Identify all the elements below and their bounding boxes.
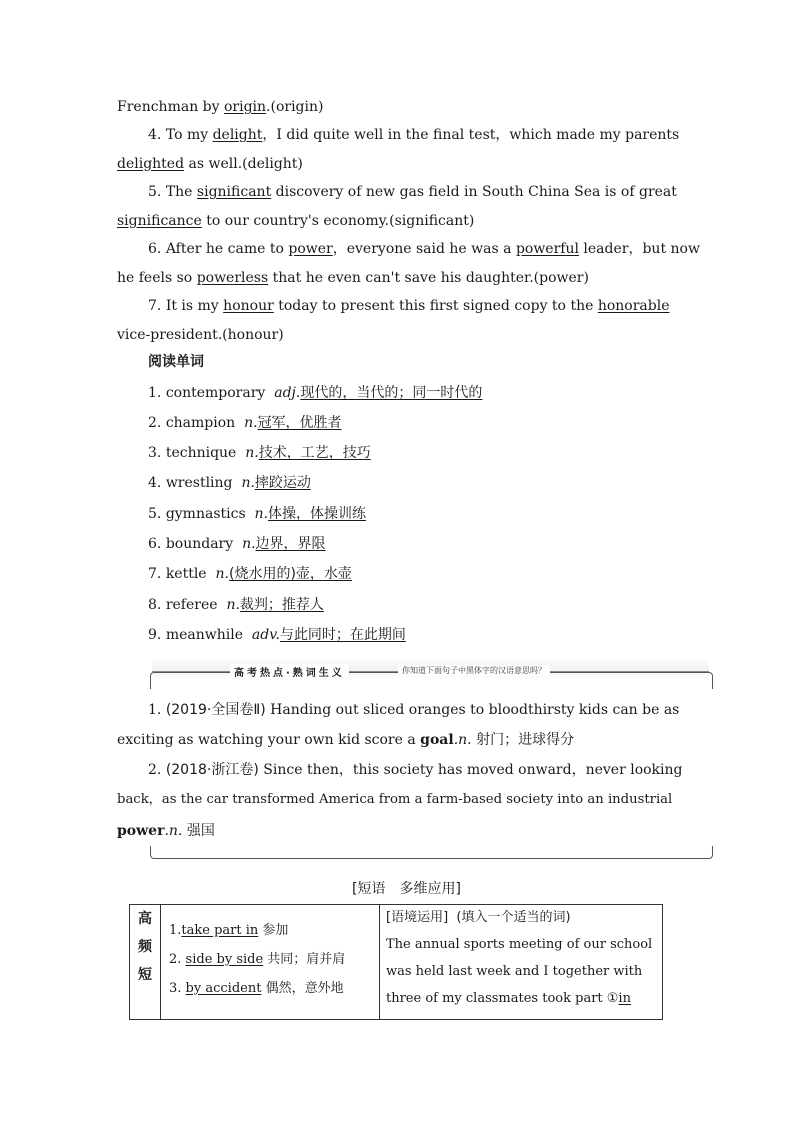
- item-number: 4.: [148, 475, 162, 491]
- source-tag: (2018·浙江卷): [165, 762, 259, 778]
- phrase: take part in: [181, 923, 259, 938]
- part-of-speech: n.: [242, 536, 256, 552]
- list-item: [148, 443, 371, 463]
- context-heading-row: [380, 905, 662, 931]
- text: leader，but now: [578, 241, 700, 257]
- word: champion: [165, 415, 236, 431]
- item-number: 1.: [148, 702, 162, 718]
- answer-honorable: honorable: [597, 298, 670, 314]
- part-of-speech: n.: [241, 475, 255, 491]
- text: discovery of new gas field in South China Sea is of great: [271, 184, 677, 200]
- part-of-speech: adj.: [274, 385, 301, 401]
- item-number: 1.: [148, 385, 162, 401]
- answer-significance: significance: [117, 213, 202, 229]
- derivation-7-line2: [117, 325, 284, 345]
- phrase-table-label: [130, 905, 161, 1020]
- item-number: 2.: [148, 415, 162, 431]
- text: that he even can't save his daughter.(power): [268, 270, 589, 286]
- derivation-5-line2: [117, 211, 474, 231]
- list-item: [148, 383, 482, 403]
- item-number: 2.: [169, 952, 182, 967]
- item-number: 5.: [148, 506, 162, 522]
- text: exciting as watching your own kid score a: [117, 732, 421, 748]
- item-number: 3.: [148, 445, 162, 461]
- word: technique: [165, 445, 237, 461]
- answer-honour: honour: [223, 298, 274, 314]
- part-of-speech: .n.: [164, 823, 183, 839]
- reading-words-heading: 阅读单词: [148, 354, 204, 370]
- word: gymnastics: [165, 506, 246, 522]
- label-char: 高: [138, 911, 152, 927]
- text: After he came to: [165, 241, 289, 257]
- item-number: 7.: [148, 298, 162, 314]
- hot-item-2-line2: [117, 790, 672, 810]
- meaning: 裁判；推荐人: [239, 597, 324, 613]
- derivation-6-line1: [148, 239, 700, 259]
- answer-origin: origin: [223, 99, 267, 115]
- answer-power: power: [288, 241, 333, 257]
- hot-box-bottom-border: [150, 846, 713, 859]
- answer-significant: significant: [196, 184, 272, 200]
- word: referee: [165, 597, 218, 613]
- phrase-item: [161, 916, 379, 945]
- part-of-speech: .n.: [453, 732, 472, 748]
- text: To my: [165, 127, 213, 143]
- answer-powerful: powerful: [515, 241, 579, 257]
- text: .(origin): [266, 99, 324, 115]
- bold-word: goal: [420, 732, 454, 748]
- context-heading: [语境运用]: [386, 910, 449, 925]
- phrase-item: [161, 945, 379, 974]
- hot-box-title: 高考热点·熟词生义: [230, 664, 349, 679]
- answer-powerless: powerless: [196, 270, 269, 286]
- item-number: 5.: [148, 184, 162, 200]
- item-number: 4.: [148, 127, 162, 143]
- derivation-line-origin: [117, 97, 323, 117]
- text: as well.(delight): [184, 156, 303, 172]
- text: today to present this first signed copy to the: [273, 298, 598, 314]
- phrase-item: [161, 974, 379, 1003]
- context-line-with-blank: [380, 985, 662, 1012]
- meaning: 冠军，优胜者: [257, 415, 342, 431]
- meaning: 强国: [182, 823, 215, 839]
- meaning: 摔跤运动: [254, 475, 311, 491]
- derivation-6-line2: [117, 268, 589, 288]
- part-of-speech: n.: [226, 597, 240, 613]
- text: Handing out sliced oranges to bloodthirsty kids can be as: [265, 702, 680, 718]
- hot-item-1-line1: [148, 700, 679, 720]
- text: to our country's economy.(significant): [201, 213, 475, 229]
- text: Frenchman by: [117, 99, 224, 115]
- item-number: 9.: [148, 627, 162, 643]
- item-number: 2.: [148, 762, 162, 778]
- word: meanwhile: [165, 627, 243, 643]
- source-tag: (2019·全国卷Ⅱ): [165, 702, 266, 718]
- text: ，I did quite well in the final test，which made my parents: [262, 127, 680, 143]
- meaning: 体操，体操训练: [268, 506, 367, 522]
- context-line: was held last week and I together with: [386, 964, 643, 979]
- context-line: The annual sports meeting of our school: [386, 937, 653, 952]
- text: The: [165, 184, 197, 200]
- text: ，everyone said he was a: [332, 241, 516, 257]
- item-number: 6.: [148, 241, 162, 257]
- phrase-section-title: [短语 多维应用]: [352, 881, 461, 897]
- item-number: 3.: [169, 981, 182, 996]
- item-number: 7.: [148, 566, 162, 582]
- phrase-table: [129, 904, 663, 1020]
- part-of-speech: n.: [215, 566, 229, 582]
- text: Since then，this society has moved onward，never looking: [258, 762, 683, 778]
- word: kettle: [165, 566, 207, 582]
- label-char: 频: [138, 939, 152, 955]
- derivation-4-line1: [148, 125, 679, 145]
- meaning: 参加: [258, 923, 289, 938]
- list-item: [148, 534, 326, 554]
- meaning: 现代的，当代的；同一时代的: [300, 385, 483, 401]
- hot-item-2-line1: [148, 760, 683, 780]
- label-char: 短: [138, 967, 152, 983]
- blank-marker: ①: [606, 991, 619, 1006]
- text: he feels so: [117, 270, 197, 286]
- part-of-speech: n.: [245, 445, 259, 461]
- word: wrestling: [165, 475, 233, 491]
- phrase: side by side: [185, 952, 264, 967]
- word: boundary: [165, 536, 234, 552]
- derivation-7-line1: [148, 296, 669, 316]
- hot-item-2-line3: [117, 821, 215, 841]
- context-line: three of my classmates took part: [386, 991, 607, 1006]
- phrase-list-cell: [161, 905, 380, 1020]
- answer-delighted: delighted: [117, 156, 185, 172]
- list-item: [148, 504, 366, 524]
- meaning: 与此同时；在此期间: [279, 627, 406, 643]
- meaning: 技术，工艺，技巧: [258, 445, 371, 461]
- part-of-speech: adv.: [251, 627, 280, 643]
- list-item: [148, 625, 406, 645]
- word: contemporary: [165, 385, 266, 401]
- hot-item-1-line2: [117, 730, 574, 750]
- text: It is my: [165, 298, 224, 314]
- item-number: 1.: [169, 923, 182, 938]
- text: vice-president.(honour): [117, 327, 284, 343]
- derivation-5-line1: [148, 182, 677, 202]
- meaning: 射门；进球得分: [471, 732, 575, 748]
- derivation-4-line2: [117, 154, 303, 174]
- phrase: by accident: [185, 981, 262, 996]
- item-number: 8.: [148, 597, 162, 613]
- context-instruction: (填入一个适当的词): [456, 910, 571, 925]
- answer-delight: delight: [212, 127, 263, 143]
- context-cell: [380, 905, 663, 1020]
- item-number: 6.: [148, 536, 162, 552]
- meaning: (烧水用的)壶，水壶: [228, 566, 352, 582]
- part-of-speech: n.: [244, 415, 258, 431]
- blank-answer: in: [618, 991, 631, 1006]
- part-of-speech: n.: [254, 506, 269, 522]
- list-item: [148, 564, 352, 584]
- meaning: 偶然，意外地: [261, 981, 344, 996]
- meaning: 共同；肩并肩: [263, 952, 346, 967]
- hot-box-subtitle: 你知道下面句子中黑体字的汉语意思吗？: [398, 665, 550, 676]
- meaning: 边界，界限: [255, 536, 326, 552]
- text: back，as the car transformed America from a farm-based society into an industrial: [117, 792, 673, 807]
- list-item: [148, 473, 311, 493]
- list-item: [148, 595, 324, 615]
- list-item: [148, 413, 342, 433]
- bold-word: power: [117, 823, 165, 839]
